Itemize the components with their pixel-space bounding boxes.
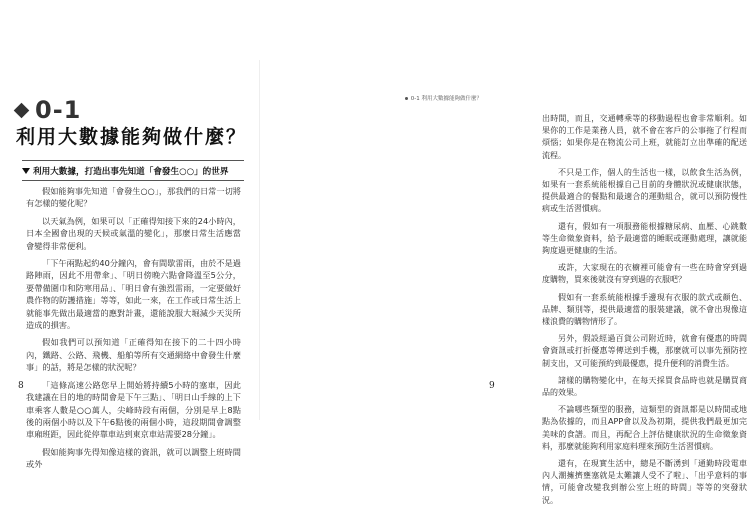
chapter-number: 0-1 xyxy=(35,96,82,124)
running-head xyxy=(405,94,482,102)
left-body-text xyxy=(26,185,241,476)
paragraph: 假如我們可以預知道「正確得知在接下的二十四小時內，鐵路、公路、飛機、船舶等所有交通網絡中會發生什麼事」的話，將是怎樣的狀況呢？ xyxy=(26,337,241,373)
chapter-heading xyxy=(16,96,81,124)
paragraph: 不論哪些類型的服務，這類型的資訊都是以時間或地點為依據的，而且APP會以及為初期，提供我們最更加完美味的食譜。而且，再配合上評估健康狀況的生命徵象資料，那麼就能夠利用家庭料理來預防生活習慣病。 xyxy=(542,405,747,451)
running-head-text: 0-1 利用大數據能夠做什麼？ xyxy=(410,96,482,102)
paragraph: 另外，假設經過百貨公司附近時，就會有優惠的時間會資訊或打折優惠等傳送到手機，那麼就可以事先預防控制支出，又可能預約到最優惠，提升便利的消費生活。 xyxy=(542,334,747,368)
paragraph: 以天氣為例，如果可以「正確得知接下來的24小時內，日本全國會出現的天候或氣溫的變化」，那麼日常生活應當會變得非常便利。 xyxy=(26,215,241,251)
paragraph: 假如能夠事先知道「會發生○○」，那我們的日常一切將有怎樣的變化呢？ xyxy=(26,186,241,209)
paragraph: 或許，大家現在的衣櫥裡可能會有一些在時會穿到過度購物，買來後就沒有穿到過的衣服吧？ xyxy=(542,263,747,285)
paragraph: 假如有一套系統能根據手邊現有衣服的款式或顏色、品牌、類別等，提供最適當的服裝建議，就不會出現像這樣浪費的購物情形了。 xyxy=(542,292,747,327)
paragraph: 諸樣的購物變化中，在每天採買食品時也就是購買商品的效果。 xyxy=(542,375,747,398)
paragraph: 「這條高速公路您早上開始將持續5小時的塞車，因此我建議在目的地的時間會是下午三點」、「明日山手線的上下車乘客人數是○○萬人，尖峰時段有兩個，分別是早上8點後的兩個小時以及下午6點後的兩個小時，這段期間會調整車廂班距，因此從停靠車站到東京車站需要28分鐘」。 xyxy=(26,379,241,440)
diamond-bullet-icon xyxy=(14,102,30,118)
triangle-bullet-icon xyxy=(22,168,30,174)
page-number: 9 xyxy=(489,381,495,391)
section-heading-text: 利用大數據，打造出事先知道「會發生○○」的世界 xyxy=(33,167,229,177)
right-page xyxy=(260,0,747,505)
dot-icon xyxy=(405,97,408,100)
page-number: 8 xyxy=(18,381,24,391)
paragraph: 還有，在現實生活中，總是不斷湧到「通勤時段電車內人潮擁擠壅塞就是太難讓人受不了啦」、「出乎意料的事情，可能會改變我到辦公室上班的時間」等等的突發狀況。 xyxy=(542,459,747,505)
right-body-text xyxy=(542,113,747,512)
paragraph: 還有，假如有一項服務能根據糖尿病、血壓、心跳數等生命徵象資料，給予最適當的睡眠或運動處理，讓就能夠度過更健康的生活。 xyxy=(542,221,747,256)
left-page xyxy=(0,0,260,500)
section-rule-bottom xyxy=(22,180,244,181)
chapter-title: 利用大數據能夠做什麼？ xyxy=(16,126,248,148)
paragraph: 出時間，而且，交通轉乘等的移動過程也會非常順利。如果你的工作是業務人員，就不會在客戶的公事拖了行程而煩惱；如果你是在物流公司上班，就能訂立出準確的配送流程。 xyxy=(542,114,747,160)
section-heading xyxy=(22,165,228,177)
paragraph: 假如能夠事先得知像這樣的資訊，就可以調整上班時間或外 xyxy=(26,446,241,470)
paragraph: 「下午兩點起約40分鐘內，會有間歇雷雨，由於不是過路陣雨，因此不用帶傘」、「明日傍晚六點會降溫至5公分，要帶備圍巾和防寒用品」、「明日會有強烈雷雨，一定要做好農作物的防護措施」等等，如此一來，在工作或日常生活上就能事先做出最適當的應對計畫，還能說服大堀減少天災所造成的損害。 xyxy=(26,258,241,331)
paragraph: 不只是工作，個人的生活也一樣，以飲食生活為例，如果有一套系統能根據自己目前的身體狀況或健康狀態，提供最適合的餐點和最適合的運動組合，就可以預防慢性病或生活習慣病。 xyxy=(542,167,747,214)
section-rule-top xyxy=(22,160,244,161)
